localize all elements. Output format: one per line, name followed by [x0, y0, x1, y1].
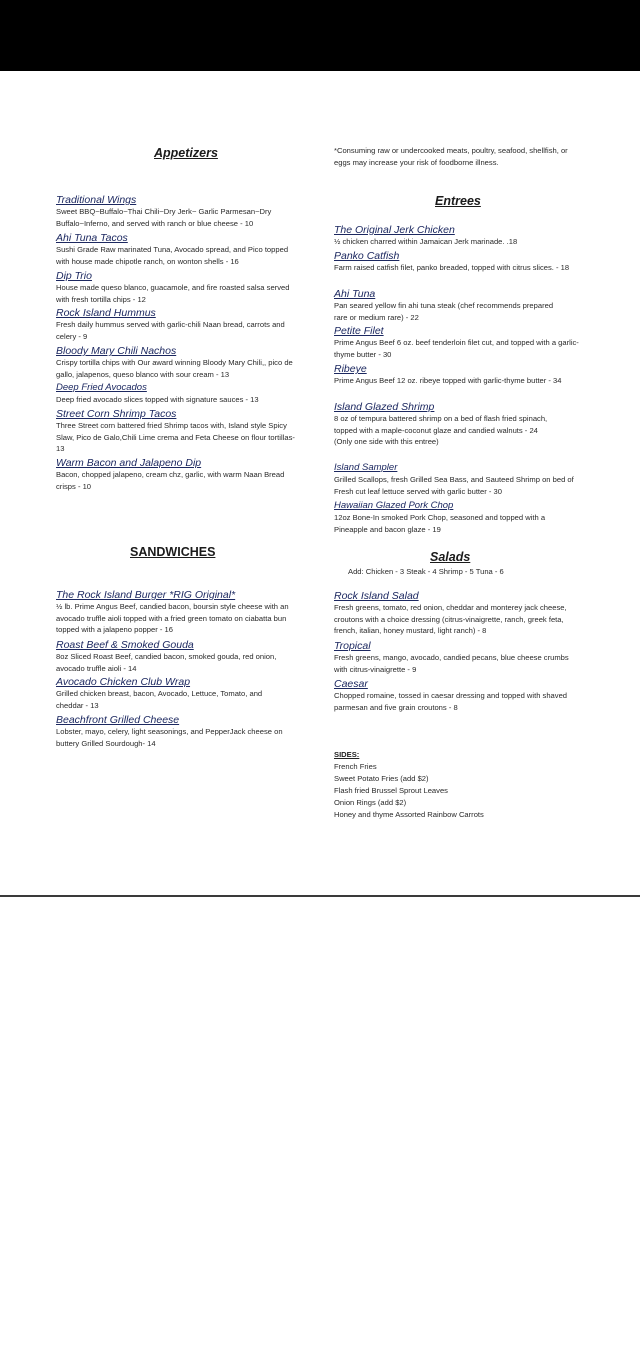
item-name: Rock Island Hummus [56, 307, 156, 319]
item-desc: 8 oz of tempura battered shrimp on a bed of flash fried spinach, topped with a maple-coconut glaze and candied walnuts - 24 (Only one side with this entree) [334, 414, 548, 446]
item-name: Ribeye [334, 363, 367, 375]
item-name: Ahi Tuna Tacos [56, 232, 128, 244]
menu-item [56, 457, 301, 492]
item-desc: ½ chicken charred within Jamaican Jerk marinade. .18 [334, 237, 518, 246]
item-desc: Pan seared yellow fin ahi tuna steak (chef recommends prepared rare or medium rare) - 22 [334, 301, 554, 322]
side-item: Sweet Potato Fries (add $2) [334, 774, 429, 783]
item-desc: Farm raised catfish filet, panko breaded, topped with citrus slices. - 18 [334, 263, 570, 272]
item-name: The Rock Island Burger *RIG Original* [56, 589, 236, 601]
menu-item [334, 401, 556, 448]
menu-item [56, 589, 301, 636]
item-desc: Lobster, mayo, celery, light seasonings, and PepperJack cheese on buttery Grilled Sourdough- 14 [56, 727, 283, 748]
item-desc: 12oz Bone-In smoked Pork Chop, seasoned and topped with a Pineapple and bacon glaze - 19 [334, 513, 546, 534]
salads-heading: Salads [430, 550, 471, 564]
item-name: Panko Catfish [334, 250, 400, 262]
menu-item [334, 640, 574, 675]
item-desc: Bacon, chopped jalapeno, cream chz, garlic, with warm Naan Bread crisps - 10 [56, 470, 285, 491]
item-desc: Sweet BBQ~Buffalo~Thai Chili~Dry Jerk~ Garlic Parmesan~Dry Buffalo~Inferno, and served with ranch or blue cheese - 10 [56, 207, 272, 228]
entrees-heading: Entrees [435, 194, 481, 208]
menu-item [334, 500, 579, 535]
menu-item [334, 678, 579, 713]
item-desc: 8oz Sliced Roast Beef, candied bacon, smoked gouda, red onion, avocado truffle aioli - 14 [56, 652, 277, 673]
menu-item [334, 325, 579, 360]
item-desc: Fresh greens, tomato, red onion, cheddar and monterey jack cheese, croutons with a choice dressing (citrus-vinaigrette, ranch, greek feta, french, italian, honey mustard, light ranch) - 8 [334, 603, 567, 635]
menu-item [56, 676, 288, 711]
item-desc: Crispy tortilla chips with Our award winning Bloody Mary Chili,, pico de gallo, jalapenos, queso blanco with sour cream - 13 [56, 358, 293, 379]
item-desc: Chopped romaine, tossed in caesar dressing and topped with shaved parmesan and five grain croutons - 8 [334, 691, 568, 712]
item-desc: Deep fried avocado slices topped with signature sauces - 13 [56, 395, 259, 404]
menu-item [56, 639, 286, 674]
item-desc: Prime Angus Beef 12 oz. ribeye topped with garlic-thyme butter - 34 [334, 376, 562, 385]
menu-item [334, 224, 586, 248]
item-desc: Grilled chicken breast, bacon, Avocado, Lettuce, Tomato, and cheddar - 13 [56, 689, 263, 710]
item-name: Street Corn Shrimp Tacos [56, 408, 177, 420]
menu-item [56, 408, 301, 455]
item-name: Island Glazed Shrimp [334, 401, 435, 413]
item-name: Bloody Mary Chili Nachos [56, 345, 177, 357]
item-desc: Grilled Scallops, fresh Grilled Sea Bass, and Sauteed Shrimp on bed of Fresh cut leaf lettuce served with garlic butter - 30 [334, 475, 574, 496]
menu-item [56, 307, 301, 342]
appetizers-heading: Appetizers [154, 146, 218, 160]
menu-item [334, 288, 564, 323]
menu-item [56, 270, 301, 305]
salad-addons: Add: Chicken - 3 Steak - 4 Shrimp - 5 Tuna - 6 [348, 567, 504, 576]
item-desc: Fresh greens, mango, avocado, candied pecans, blue cheese crumbs with citrus-vinaigrette - 9 [334, 653, 569, 674]
item-name: Hawaiian Glazed Pork Chop [334, 500, 454, 511]
side-item: French Fries [334, 762, 377, 771]
item-name: Tropical [334, 640, 371, 652]
item-desc: Prime Angus Beef 6 oz. beef tenderloin filet cut, and topped with a garlic-thyme butter - 30 [334, 338, 579, 359]
page-divider [0, 895, 640, 897]
item-name: Roast Beef & Smoked Gouda [56, 639, 194, 651]
side-item: Honey and thyme Assorted Rainbow Carrots [334, 810, 484, 819]
item-name: Traditional Wings [56, 194, 137, 206]
sides-heading: SIDES: [334, 750, 360, 759]
item-name: Petite Filet [334, 325, 384, 337]
item-name: Deep Fried Avocados [56, 382, 147, 393]
item-name: Beachfront Grilled Cheese [56, 714, 180, 726]
menu-item [56, 382, 301, 406]
food-safety-notice: *Consuming raw or undercooked meats, poultry, seafood, shellfish, or eggs may increase your risk of foodborne illness. [334, 146, 568, 167]
menu-item [56, 194, 301, 229]
item-name: Warm Bacon and Jalapeno Dip [56, 457, 202, 469]
menu-item [56, 232, 301, 267]
side-item: Onion Rings (add $2) [334, 798, 407, 807]
side-item: Flash fried Brussel Sprout Leaves [334, 786, 448, 795]
item-desc: ½ lb. Prime Angus Beef, candied bacon, boursin style cheese with an avocado truffle aioli topped with a fried green tomato on ciabatta bun topped with a jalapeno popper - 16 [56, 602, 289, 634]
sandwiches-heading: SANDWICHES [130, 545, 216, 559]
item-desc: House made queso blanco, guacamole, and fire roasted salsa served with fresh tortilla chips - 12 [56, 283, 290, 304]
menu-item [334, 363, 579, 387]
item-desc: Three Street corn battered fried Shrimp tacos with, Island style Spicy Slaw, Pico de Galo,Chili Lime crema and Feta Cheese on flour tortillas- 13 [56, 421, 295, 453]
top-black-bar [0, 0, 640, 71]
menu-item [56, 345, 301, 380]
sides-list [334, 761, 484, 821]
item-name: The Original Jerk Chicken [334, 224, 455, 236]
item-name: Caesar [334, 678, 368, 690]
menu-item [334, 250, 579, 274]
item-name: Avocado Chicken Club Wrap [56, 676, 191, 688]
item-desc: Sushi Grade Raw marinated Tuna, Avocado spread, and Pico topped with house made chipotle ranch, on wonton shells - 16 [56, 245, 289, 266]
menu-item [56, 714, 301, 749]
item-name: Island Sampler [334, 462, 398, 473]
menu-item [334, 590, 586, 637]
item-name: Dip Trio [56, 270, 92, 282]
item-name: Rock Island Salad [334, 590, 419, 602]
item-desc: Fresh daily hummus served with garlic-chili Naan bread, carrots and celery - 9 [56, 320, 285, 341]
item-name: Ahi Tuna [334, 288, 376, 300]
menu-item [334, 462, 579, 497]
